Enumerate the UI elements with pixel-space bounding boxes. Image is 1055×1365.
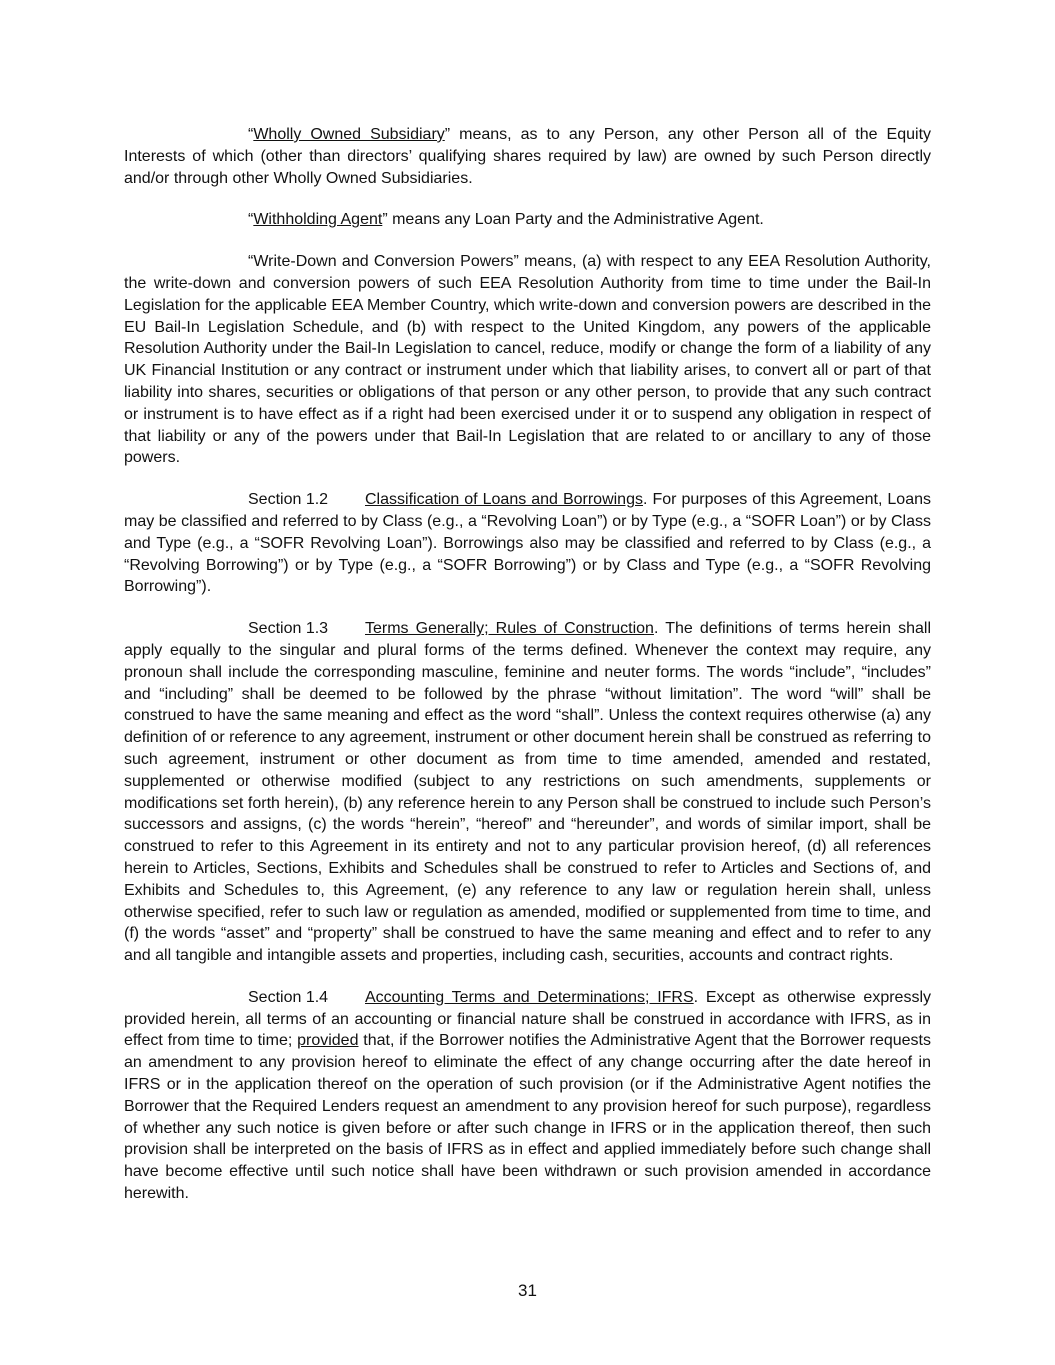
open-quote: “ [248,211,254,229]
document-page [124,124,931,1225]
section-1-2 [124,489,931,598]
section-title: Classification of Loans and Borrowings [365,491,643,509]
section-body-continued: that, if the Borrower notifies the Administrative Agent that the Borrower requests an amendment to any provision hereof to eliminate the effect of any change occurring after the date hereof in IFRS or in the application thereof on the operation of such provision (or if the Administrative Agent notifies the Borrower that the Required Lenders request an amendment to any provision hereof for such purpose), regardless of whether any such notice is given before or after such change in IFRS or in the application thereof, then such provision shall be interpreted on the basis of IFRS as in effect and applied immediately before such change shall have become effective until such notice shall have been withdrawn or such provision amended in accordance herewith. [124,1032,932,1203]
section-title: Terms Generally; Rules of Construction [365,620,654,638]
section-number: Section 1.2 [248,491,329,509]
definition-write-down-powers: “Write-Down and Conversion Powers” means, (a) with respect to any EEA Resolution Authority, the write-down and conversion powers of such EEA Resolution Authority from time to time under the Bail-In Legislation for the applicable EEA Member Country, which write-down and conversion powers are described in the EU Bail-In Legislation Schedule, and (b) with respect to the United Kingdom, any powers of the applicable Resolution Authority under the Bail-In Legislation to cancel, reduce, modify or change the form of a liability of any UK Financial Institution or any contract or instrument under which that liability arises, to convert all or part of that liability into shares, securities or obligations of that person or any other person, to provide that any such contract or instrument is to have effect as if a right had been exercised under it or to suspend any obligation in respect of that liability or any of the powers under that Bail-In Legislation that are related to or ancillary to any of those powers. [124,253,931,467]
definition-text: ” means, as to any Person, any other Person all of the Equity Interests of which (other than directors’ qualifying shares required by law) are owned by such Person directly and/or through other Wholly Owned Subsidiaries. [124,126,932,187]
definition-text: ” means any Loan Party and the Administrative Agent. [382,211,764,229]
section-1-3 [124,618,931,967]
section-body: . For purposes of this Agreement, Loans may be classified and referred to by Class (e.g., a “Revolving Loan”) or by Type (e.g., a “SOFR Loan”) or by Class and Type (e.g., a “SOFR Revolving Loan”). Borrowings also may be classified and referred to by Class (e.g., a “Revolving Borrowing”) or by Type (e.g., a “SOFR Borrowing”) or by Class and Type (e.g., a “SOFR Revolving Borrowing”). [124,491,931,596]
section-title: Accounting Terms and Determinations; IFRS [365,988,694,1006]
section-body: . Except as otherwise expressly provided herein, all terms of an accounting or financial nature shall be construed in accordance with IFRS, as in effect from time to time; [124,988,931,1050]
provided-term: provided [297,1032,359,1050]
definition-wholly-owned-subsidiary [124,124,931,189]
section-number: Section 1.3 [248,620,329,638]
definition-withholding-agent [124,209,931,231]
section-1-4 [124,987,931,1205]
page-number: 31 [518,1281,537,1300]
open-quote: “ [248,126,254,143]
section-body: . The definitions of terms herein shall apply equally to the singular and plural forms of the terms defined. Whenever the context may require, any pronoun shall include the corresponding masculine, feminine and neuter forms. The words “include”, “includes” and “including” shall be deemed to be followed by the phrase “without limitation”. The word “will” shall be construed to have the same meaning and effect as the word “shall”. Unless the context requires otherwise (a) any definition of or reference to any agreement, instrument or other document herein shall be construed as referring to such agreement, instrument or other document as from time to time amended, amended and restated, supplemented or otherwise modified (subject to any restrictions on such amendments, supplements or modifications set forth herein), (b) any reference herein to any Person shall be construed to include such Person’s successors and assigns, (c) the words “herein”, “hereof” and “hereunder”, and words of similar import, shall be construed to refer to this Agreement in its entirety and not to any particular provision hereof, (d) all references herein to Articles, Sections, Exhibits and Schedules shall be construed to refer to Articles and Sections of, and Exhibits and Schedules to, this Agreement, (e) any reference to any law or regulation herein shall, unless otherwise specified, refer to such law or regulation as amended, modified or supplemented from time to time, and (f) the words “asset” and “property” shall be construed to have the same meaning and effect and to refer to any and all tangible and intangible assets and properties, including cash, securities, accounts and contract rights. [124,620,932,965]
defined-term: Withholding Agent [253,211,383,229]
defined-term: Wholly Owned Subsidiary [253,126,445,143]
section-number: Section 1.4 [248,988,329,1006]
